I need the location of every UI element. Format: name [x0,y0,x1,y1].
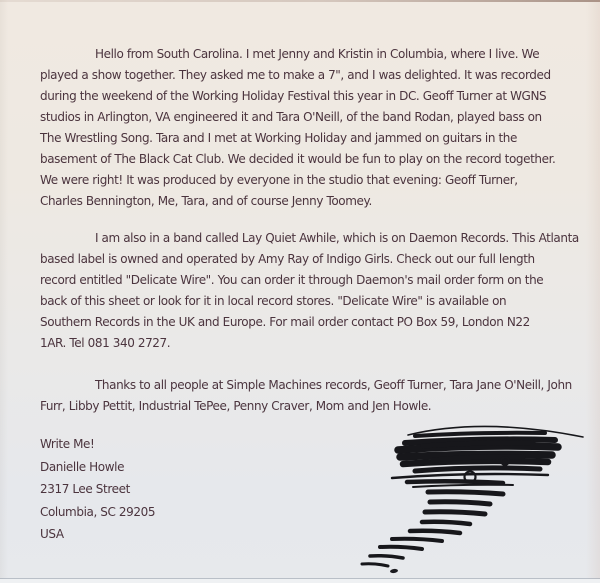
text-line: studios in Arlington, VA engineered it and Tara O'Neill, of the band Rodan, played bass on [40,110,542,124]
paragraph-thanks [40,375,570,417]
text-line: Hello from South Carolina. I met Jenny and Kristin in Columbia, where I live. We [95,47,540,61]
address-line-street: 2317 Lee Street [40,482,130,496]
text-line: played a show together. They asked me to make a 7", and I was delighted. It was recorded [40,68,551,82]
scan-left-shade [0,0,8,583]
text-line: The Wrestling Song. Tara and I met at Working Holiday and jammed on guitars in the [40,131,517,145]
text-line: I am also in a band called Lay Quiet Awhile, which is on Daemon Records. This Atlanta [95,231,579,245]
text-line: Thanks to all people at Simple Machines records, Geoff Turner, Tara Jane O'Neill, John [95,378,572,392]
scan-top-edge [0,0,600,2]
scan-right-shade [586,0,600,583]
text-line: Southern Records in the UK and Europe. For mail order contact PO Box 59, London N22 [40,315,530,329]
address-line-name: Danielle Howle [40,459,125,474]
text-line: back of this sheet or look for it in local record stores. "Delicate Wire" is available on [40,294,507,308]
paragraph-band-info [40,228,579,354]
text-line: We were right! It was produced by everyone in the studio that evening: Geoff Turner, [40,173,518,187]
text-line: 1AR. Tel 081 340 2727. [40,336,171,350]
text-line: Charles Bennington, Me, Tara, and of course Jenny Toomey. [40,194,372,208]
scan-bottom-edge-strip [0,579,600,583]
address-line-country: USA [40,527,64,541]
text-line: record entitled "Delicate Wire". You can order it through Daemon's mail order form on the [40,273,544,287]
paragraph-intro [40,44,570,212]
text-line: basement of The Black Cat Club. We decided it would be fun to play on the record together. [40,152,556,166]
address-line-write-me: Write Me! [40,437,95,451]
text-line: during the weekend of the Working Holiday Festival this year in DC. Geoff Turner at WGNS [40,89,547,103]
text-line: Furr, Libby Pettit, Industrial TePee, Penny Craver, Mom and Jen Howle. [40,399,432,413]
text-line: based label is owned and operated by Amy Ray of Indigo Girls. Check out our full length [40,252,535,266]
tornado-drawing [353,413,588,573]
address-line-city: Columbia, SC 29205 [40,504,156,519]
